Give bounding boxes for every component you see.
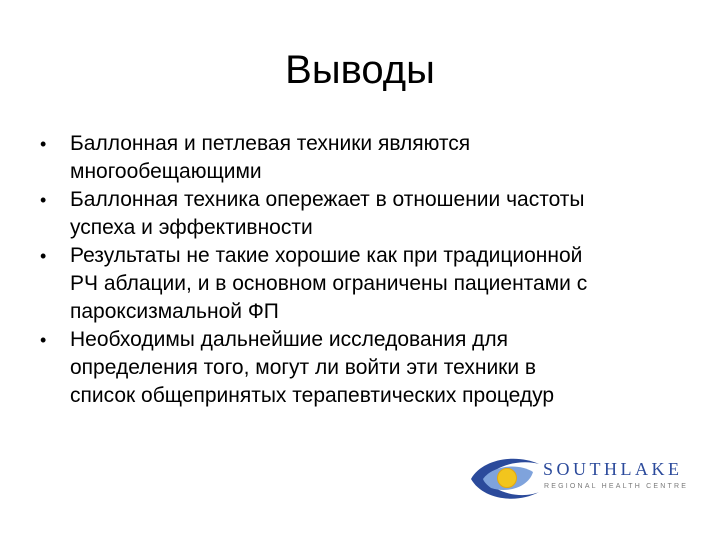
- bullet-item: [40, 326, 680, 410]
- bullet-text-line: Необходимы дальнейшие исследования для: [70, 328, 509, 351]
- bullet-item: [40, 130, 680, 186]
- bullet-text-line: Баллонная и петлевая техники являются: [70, 132, 471, 155]
- logo-name: SOUTHLAKE: [543, 459, 683, 479]
- bullet-text-line: Баллонная техника опережает в отношении частоты: [70, 188, 585, 211]
- bullet-text-line: определения того, могут ли войти эти техники в: [70, 356, 537, 379]
- logo-subtitle: REGIONAL HEALTH CENTRE: [544, 483, 689, 490]
- bullet-dot-icon: •: [40, 246, 47, 266]
- bullet-dot-icon: •: [40, 134, 47, 154]
- bullet-text-line: РЧ аблации, и в основном ограничены пациентами с: [70, 272, 588, 295]
- bullet-dot-icon: •: [40, 190, 47, 210]
- bullet-text-line: список общепринятых терапевтических процедур: [70, 384, 555, 407]
- eye-logo-icon: [469, 452, 547, 504]
- bullet-dot-icon: •: [40, 330, 47, 350]
- bullet-list: [40, 130, 680, 410]
- slide-title: Выводы: [285, 48, 435, 92]
- bullet-item: [40, 242, 680, 326]
- bullet-item: [40, 186, 680, 242]
- bullet-text-line: пароксизмальной ФП: [70, 300, 279, 323]
- bullet-text-line: многообещающими: [70, 160, 262, 183]
- bullet-text-line: Результаты не такие хорошие как при традиционной: [70, 244, 583, 267]
- bullet-text-line: успеха и эффективности: [70, 216, 313, 239]
- southlake-logo: [469, 452, 689, 504]
